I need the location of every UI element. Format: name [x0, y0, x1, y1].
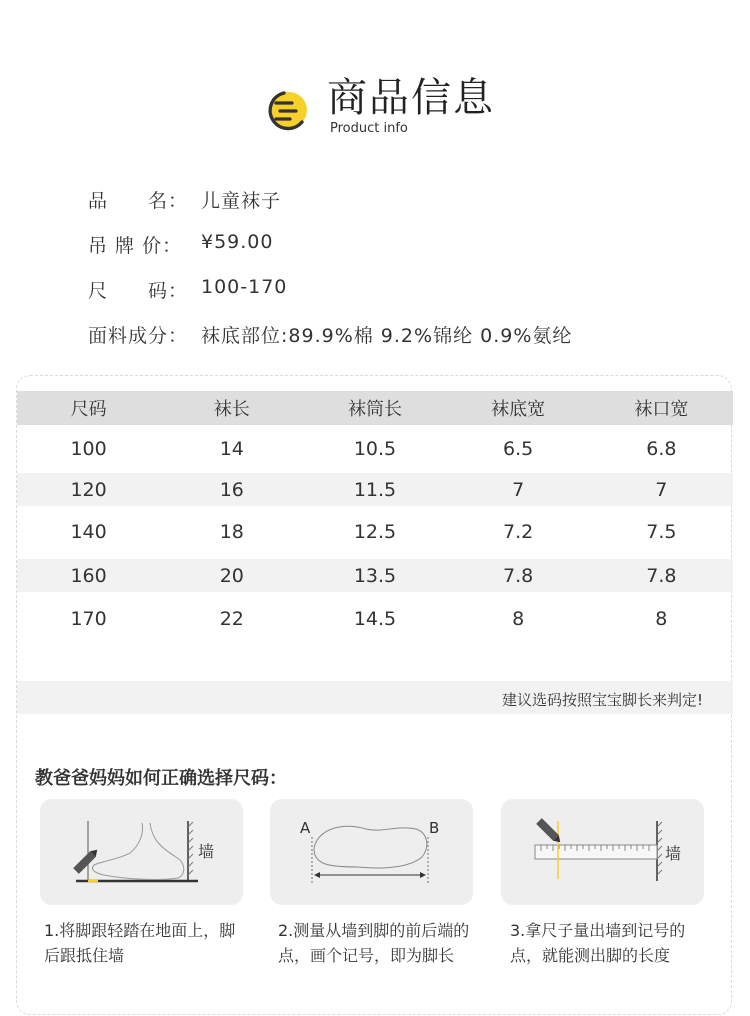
- info-value: ¥59.00: [201, 231, 274, 253]
- tip-bar: [17, 681, 733, 714]
- info-value: 100-170: [201, 276, 288, 298]
- info-label: 吊 牌 价：: [88, 235, 183, 257]
- info-value: 袜底部位:89.9%棉 9.2%锦纶 0.9%氨纶: [201, 325, 573, 347]
- table-header-cell: 袜底宽: [491, 399, 546, 420]
- measure-foot-illustration: [270, 799, 473, 905]
- table-cell: 6.5: [503, 438, 534, 460]
- point-b-label: B: [429, 819, 440, 837]
- info-label: 尺 码：: [88, 280, 189, 302]
- table-header-cell: 尺码: [70, 399, 107, 420]
- table-row: [17, 559, 733, 592]
- section-title: 商品信息: [327, 75, 495, 121]
- point-a-label: A: [300, 819, 311, 837]
- table-cell: 10.5: [353, 438, 397, 460]
- table-cell: 7: [512, 478, 525, 501]
- table-cell: 22: [219, 608, 244, 630]
- table-cell: 16: [219, 478, 244, 501]
- table-header-cell: 袜长: [213, 399, 250, 420]
- table-header-row: [17, 391, 733, 425]
- ruler-measure-illustration: [501, 799, 704, 905]
- guide-panel-1: [40, 799, 243, 905]
- table-cell: 12.5: [353, 521, 397, 543]
- document-lines-icon: [262, 84, 314, 136]
- table-cell: 7.5: [646, 521, 677, 543]
- table-row: [17, 431, 733, 467]
- guide-step-1: 1.将脚跟轻踏在地面上，脚后跟抵住墙: [44, 921, 236, 965]
- section-subtitle: Product info: [330, 121, 408, 136]
- guide-step-2: 2.测量从墙到脚的前后端的点，画个记号，即为脚长: [278, 921, 470, 965]
- table-cell: 14: [219, 438, 244, 460]
- guide-title: 教爸爸妈妈如何正确选择尺码：: [35, 768, 287, 789]
- section-header: [0, 70, 750, 150]
- table-row: [17, 473, 733, 506]
- table-cell: 160: [70, 564, 107, 587]
- table-cell: 11.5: [353, 478, 397, 501]
- table-cell: 170: [70, 608, 107, 630]
- guide-step-3: 3.拿尺子量出墙到记号的点，就能测出脚的长度: [510, 921, 686, 965]
- table-cell: 8: [512, 608, 525, 630]
- guide-panel-2: [270, 799, 473, 905]
- table-cell: 13.5: [353, 564, 397, 587]
- info-label: 品 名：: [88, 190, 189, 212]
- table-cell: 7.2: [503, 521, 534, 543]
- table-header-cell: 袜筒长: [347, 399, 402, 420]
- table-cell: 18: [219, 521, 244, 543]
- table-cell: 14.5: [353, 608, 397, 630]
- table-cell: 6.8: [646, 438, 677, 460]
- table-row: [17, 601, 733, 637]
- table-cell: 8: [655, 608, 668, 630]
- wall-label: 墙: [198, 842, 215, 861]
- table-cell: 20: [219, 564, 244, 587]
- guide-panel-3: [501, 799, 704, 905]
- table-row: [17, 514, 733, 550]
- wall-label: 墙: [665, 844, 682, 863]
- info-label: 面料成分：: [88, 325, 189, 347]
- table-cell: 7: [655, 478, 668, 501]
- table-cell: 120: [70, 478, 107, 501]
- info-value: 儿童袜子: [201, 190, 282, 212]
- table-cell: 140: [70, 521, 107, 543]
- table-cell: 7.8: [646, 564, 677, 587]
- table-cell: 100: [70, 438, 107, 460]
- foot-against-wall-illustration: [40, 799, 243, 905]
- table-header-cell: 袜口宽: [634, 399, 689, 420]
- table-cell: 7.8: [503, 564, 534, 587]
- tip-text: 建议选码按照宝宝脚长来判定!: [501, 691, 703, 709]
